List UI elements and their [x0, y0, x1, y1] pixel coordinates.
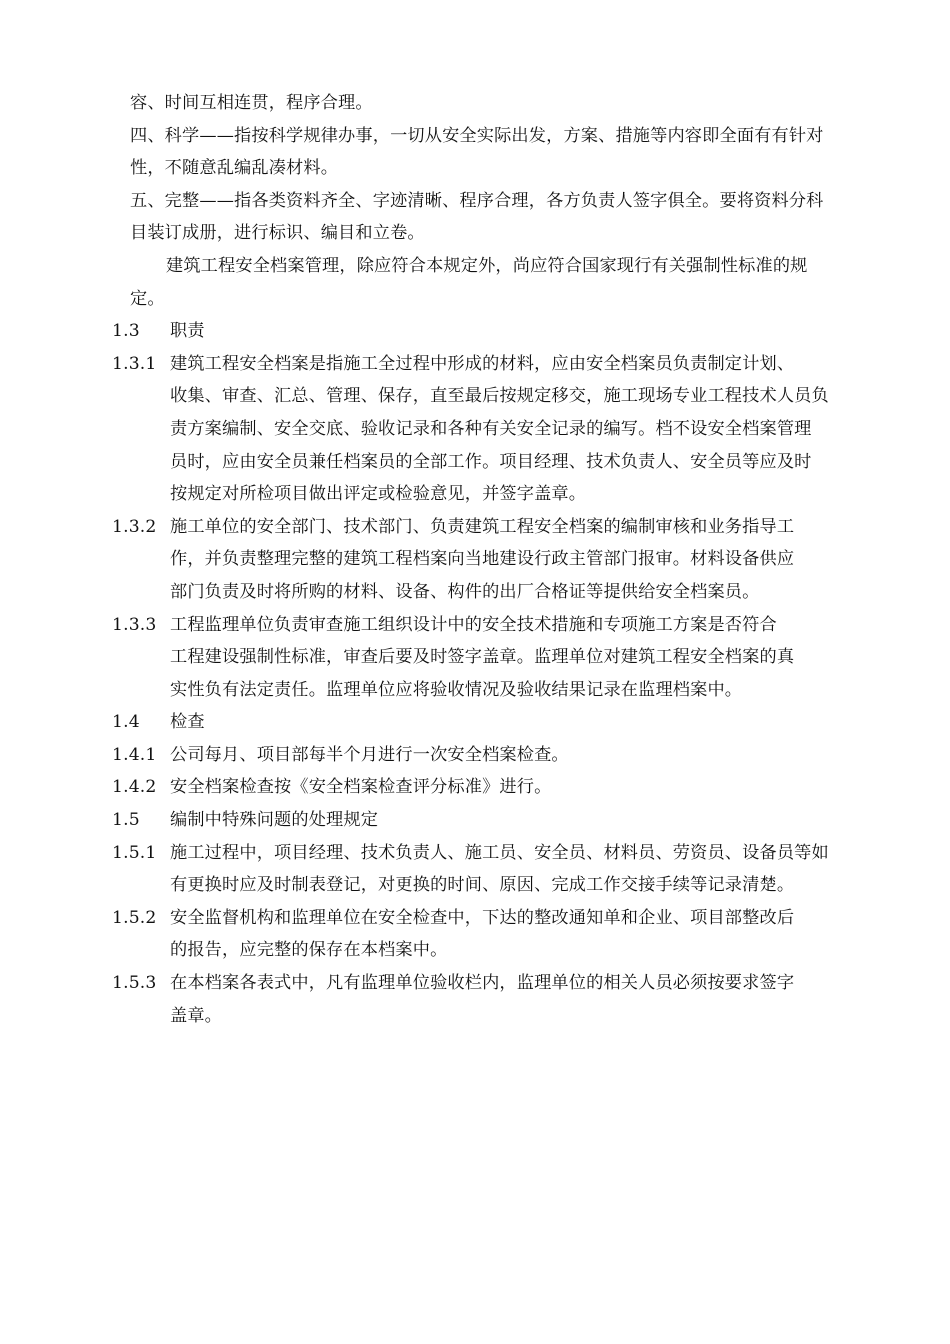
section-heading — [112, 315, 860, 348]
text-line: 的报告，应完整的保存在本档案中。 — [170, 940, 448, 961]
section-number: 1.3 — [112, 321, 140, 342]
section-heading — [112, 804, 860, 837]
text-line: 定。 — [130, 288, 165, 309]
clause-item — [112, 967, 860, 1032]
text-line: 容、时间互相连贯，程序合理。 — [130, 93, 373, 113]
clause-item — [112, 771, 860, 804]
text-line: 按规定对所检项目做出评定或检验意见，并签字盖章。 — [170, 484, 587, 505]
section-title: 编制中特殊问题的处理规定 — [170, 810, 379, 831]
section-number: 1.5 — [112, 810, 140, 831]
clause-item — [112, 837, 860, 902]
text-line: 作，并负责整理完整的建筑工程档案向当地建设行政主管部门报审。材料设备供应 — [170, 549, 795, 570]
note-paragraph — [112, 250, 860, 315]
clause-text — [170, 609, 860, 707]
text-line: 工程建设强制性标准，审查后要及时签字盖章。监理单位对建筑工程安全档案的真 — [170, 647, 795, 668]
text-line: 安全监督机构和监理单位在安全检查中，下达的整改通知单和企业、项目部整改后 — [170, 907, 795, 928]
text-line: 盖章。 — [170, 1005, 223, 1026]
clause-number: 1.5.1 — [112, 842, 157, 863]
intro-block — [112, 87, 860, 250]
text-line: 建筑工程安全档案是指施工全过程中形成的材料，应由安全档案员负责制定计划、 — [170, 353, 795, 374]
clause-number: 1.5.3 — [112, 973, 157, 994]
section-title: 职责 — [170, 321, 205, 342]
text-line: 工程监理单位负责审查施工组织设计中的安全技术措施和专项施工方案是否符合 — [170, 614, 777, 635]
text-line: 施工过程中，项目经理、技术负责人、施工员、安全员、材料员、劳资员、设备员等如 — [170, 842, 829, 863]
clause-number: 1.5.2 — [112, 907, 157, 928]
clause-item — [112, 511, 860, 609]
clause-text — [170, 348, 860, 511]
text-line: 四、科学——指按科学规律办事，一切从安全实际出发，方案、措施等内容即全面有有针对 — [130, 125, 824, 146]
clause-number: 1.4.2 — [112, 777, 157, 798]
text-line: 性，不随意乱编乱凑材料。 — [130, 158, 339, 179]
clause-number: 1.3.2 — [112, 516, 157, 537]
text-line: 部门负责及时将所购的材料、设备、构件的出厂合格证等提供给安全档案员。 — [170, 581, 760, 602]
clause-item — [112, 739, 860, 772]
clause-number: 1.4.1 — [112, 744, 157, 765]
clause-text — [170, 739, 860, 772]
text-line: 责方案编制、安全交底、验收记录和各种有关安全记录的编写。档不设安全档案管理 — [170, 418, 812, 439]
text-line: 员时，应由安全员兼任档案员的全部工作。项目经理、技术负责人、安全员等应及时 — [170, 451, 812, 472]
section-title: 检查 — [170, 712, 205, 733]
clause-number: 1.3.3 — [112, 614, 157, 635]
clause-text — [170, 902, 860, 967]
clause-text — [170, 511, 860, 609]
clause-number: 1.3.1 — [112, 353, 157, 374]
section-heading — [112, 706, 860, 739]
text-line: 在本档案各表式中，凡有监理单位验收栏内，监理单位的相关人员必须按要求签字 — [170, 973, 795, 994]
clause-item — [112, 902, 860, 967]
text-line: 五、完整——指各类资料齐全、字迹清晰、程序合理，各方负责人签字俱全。要将资料分科 — [130, 190, 824, 211]
text-line: 安全档案检查按《安全档案检查评分标准》进行。 — [170, 777, 552, 798]
text-line: 实性负有法定责任。监理单位应将验收情况及验收结果记录在监理档案中。 — [170, 679, 743, 700]
text-line: 公司每月、项目部每半个月进行一次安全档案检查。 — [170, 744, 569, 765]
clause-item — [112, 348, 860, 511]
clause-text — [170, 837, 860, 902]
text-line: 施工单位的安全部门、技术部门、负责建筑工程安全档案的编制审核和业务指导工 — [170, 516, 795, 537]
clause-text — [170, 771, 860, 804]
text-line: 目装订成册，进行标识、编目和立卷。 — [130, 223, 425, 244]
clause-text — [170, 967, 860, 1032]
text-line: 收集、审查、汇总、管理、保存，直至最后按规定移交，施工现场专业工程技术人员负 — [170, 386, 829, 407]
clause-item — [112, 609, 860, 707]
text-line: 建筑工程安全档案管理，除应符合本规定外，尚应符合国家现行有关强制性标准的规 — [166, 255, 808, 276]
text-line: 有更换时应及时制表登记，对更换的时间、原因、完成工作交接手续等记录清楚。 — [170, 875, 795, 896]
section-number: 1.4 — [112, 712, 140, 733]
document-content — [112, 87, 860, 1032]
